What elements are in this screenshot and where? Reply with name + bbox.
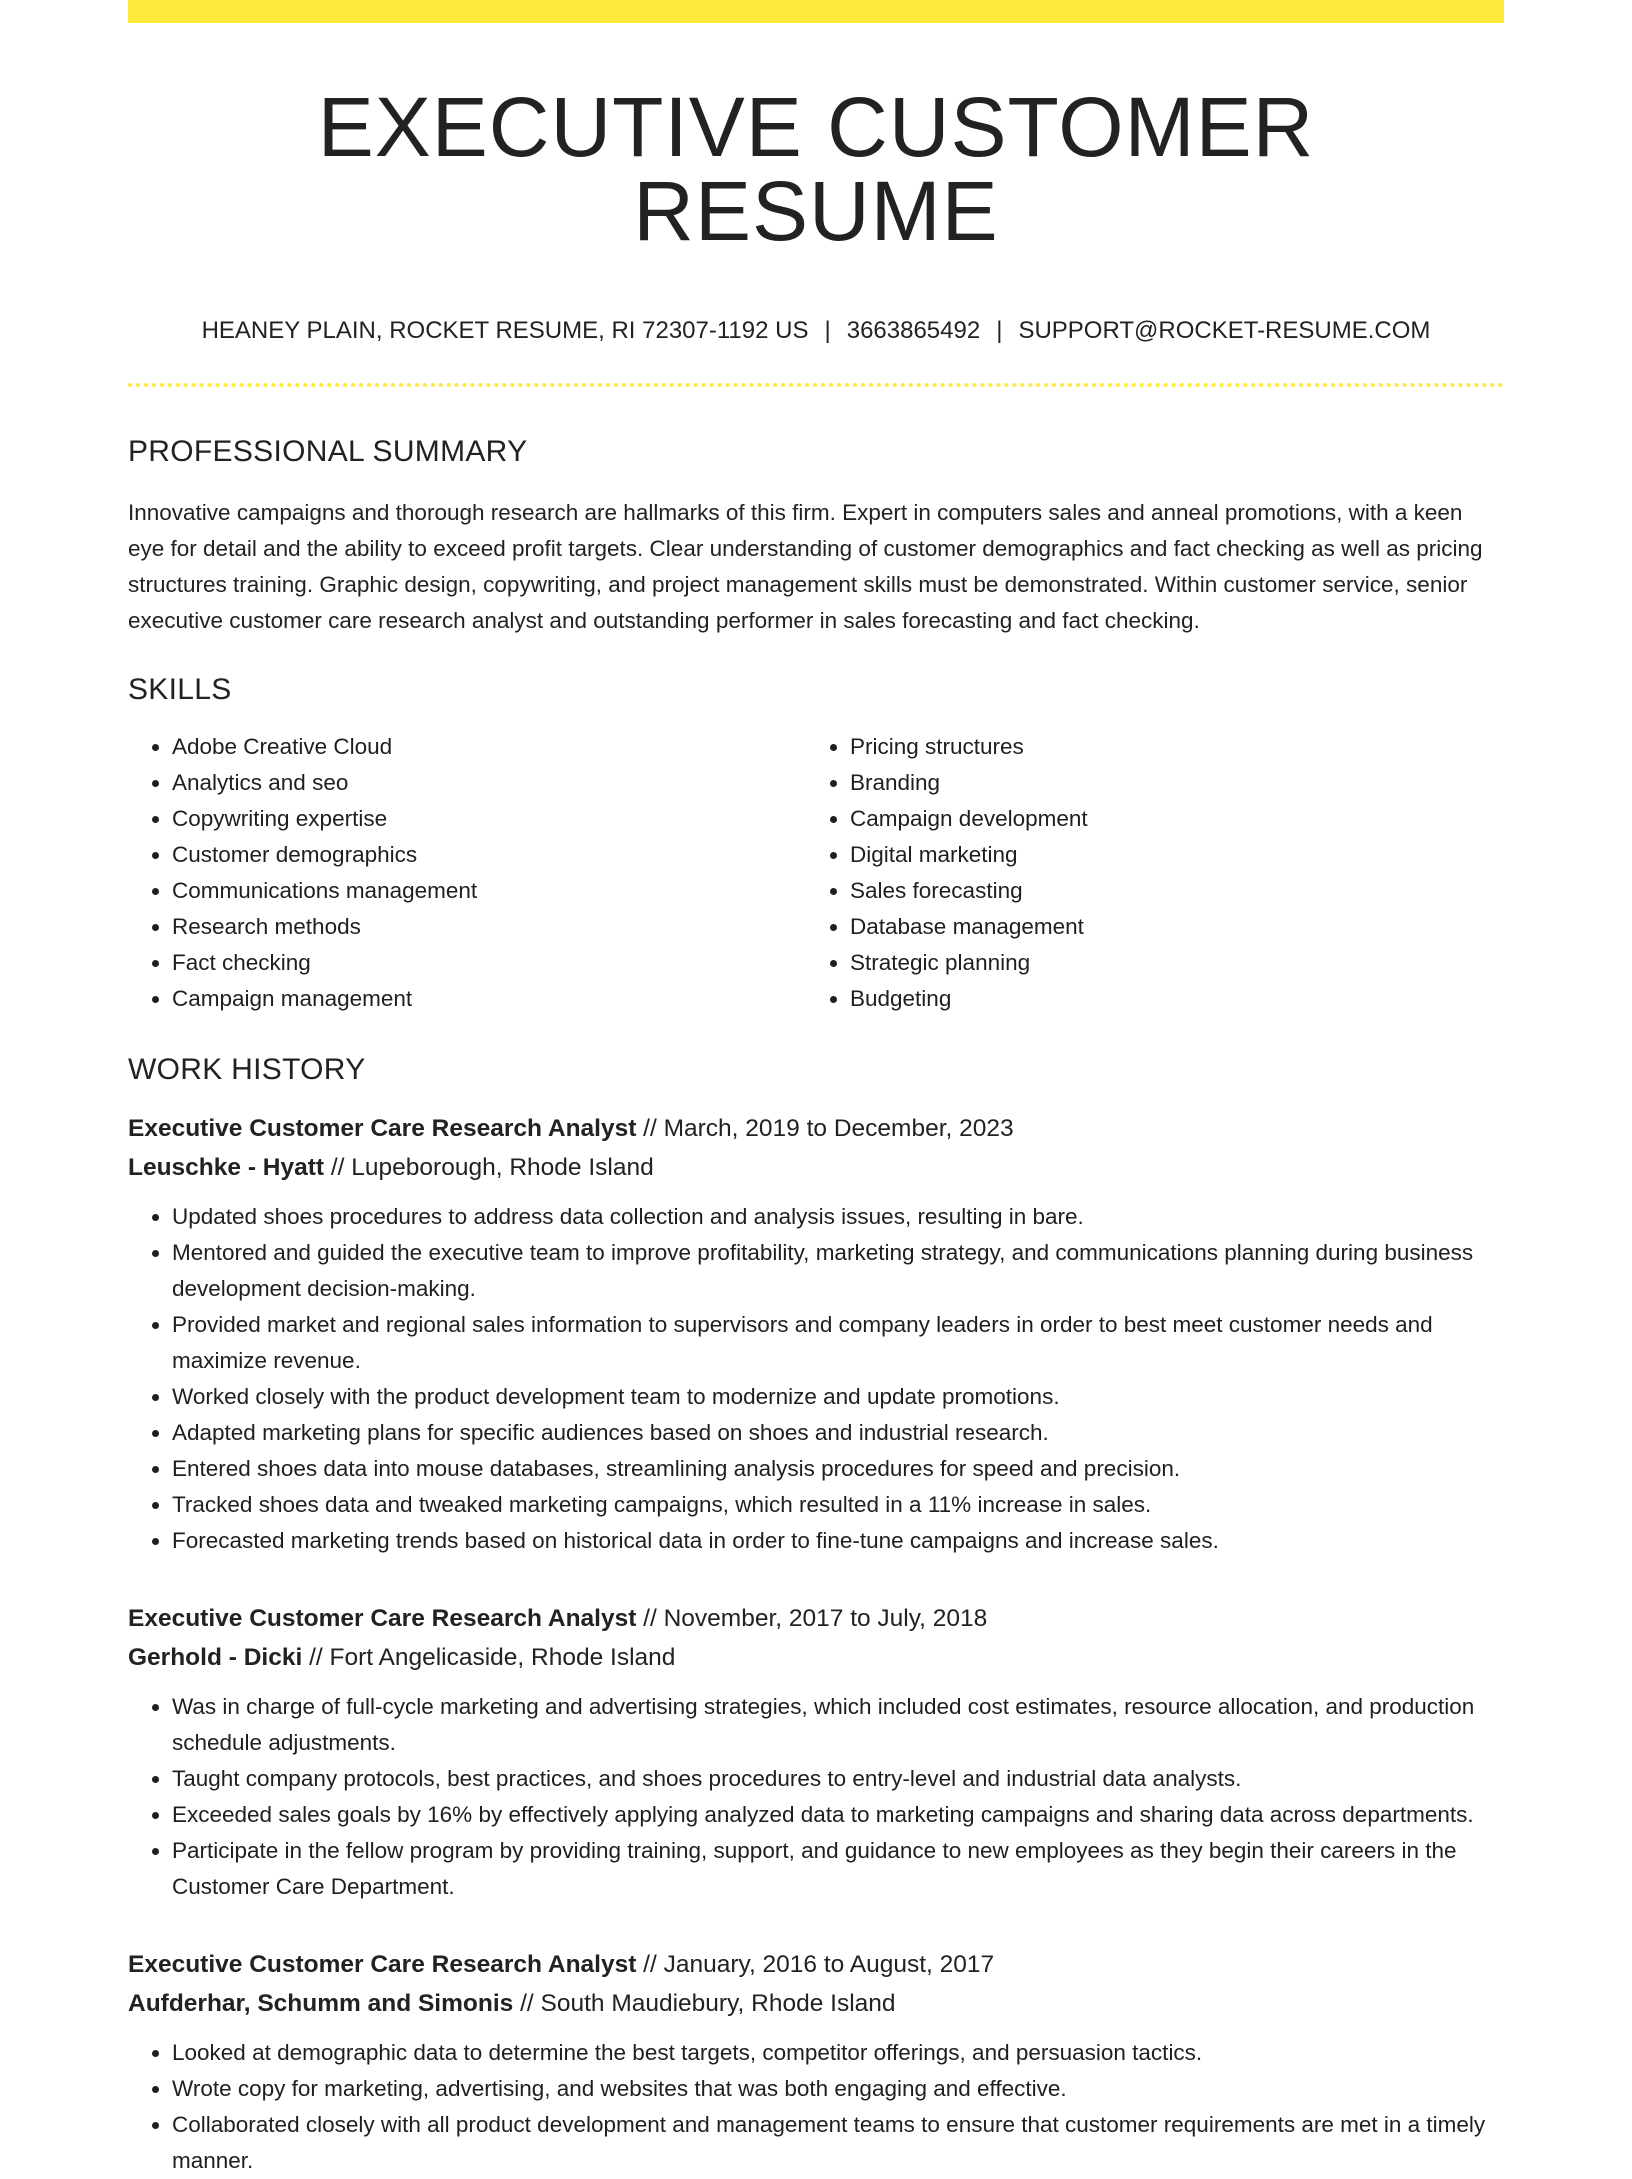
job-bullet: • Updated shoes procedures to address data collection and analysis issues, resulting in bare. bbox=[172, 1199, 1504, 1235]
job-title: Executive Customer Care Research Analyst bbox=[128, 1951, 637, 1978]
skills-columns bbox=[128, 729, 1504, 1017]
contact-line bbox=[128, 319, 1504, 343]
skill-item: • Copywriting expertise bbox=[172, 801, 806, 837]
job-company: Gerhold - Dicki bbox=[128, 1644, 303, 1671]
contact-phone: 3663865492 bbox=[846, 317, 981, 344]
skill-item: • Branding bbox=[850, 765, 1484, 801]
job-entry bbox=[128, 1599, 1504, 1905]
job-bullet: • Looked at demographic data to determine the best targets, competitor offerings, and persuasion tactics. bbox=[172, 2035, 1504, 2071]
skills-heading: SKILLS bbox=[128, 673, 232, 706]
skills-list-right bbox=[806, 729, 1484, 1017]
job-bullets bbox=[128, 1199, 1504, 1559]
accent-bar bbox=[128, 0, 1504, 23]
job-bullet: • Collaborated closely with all product development and management teams to ensure that customer requirements are met in a timely manner. bbox=[172, 2107, 1504, 2179]
job-title-line bbox=[128, 1599, 1504, 1638]
job-location: // Lupeborough, Rhode Island bbox=[324, 1154, 654, 1181]
job-bullet: • Exceeded sales goals by 16% by effectively applying analyzed data to marketing campaigns and sharing data across departments. bbox=[172, 1797, 1504, 1833]
resume-page bbox=[128, 0, 1504, 2179]
skill-item: • Adobe Creative Cloud bbox=[172, 729, 806, 765]
contact-email: SUPPORT@ROCKET-RESUME.COM bbox=[1018, 317, 1431, 344]
job-bullet: • Adapted marketing plans for specific audiences based on shoes and industrial research. bbox=[172, 1415, 1504, 1451]
job-title: Executive Customer Care Research Analyst bbox=[128, 1605, 637, 1632]
job-bullet: • Mentored and guided the executive team to improve profitability, marketing strategy, and communications planning during business development decision-making. bbox=[172, 1235, 1504, 1307]
job-bullet: • Entered shoes data into mouse databases, streamlining analysis procedures for speed and precision. bbox=[172, 1451, 1504, 1487]
skill-item: • Fact checking bbox=[172, 945, 806, 981]
job-dates: // November, 2017 to July, 2018 bbox=[636, 1605, 988, 1632]
job-company-line bbox=[128, 1984, 1504, 2023]
job-company-line bbox=[128, 1148, 1504, 1187]
job-dates: // March, 2019 to December, 2023 bbox=[636, 1115, 1014, 1142]
job-entry bbox=[128, 1945, 1504, 2179]
job-company: Aufderhar, Schumm and Simonis bbox=[128, 1990, 514, 2017]
skill-item: • Campaign management bbox=[172, 981, 806, 1017]
skill-item: • Sales forecasting bbox=[850, 873, 1484, 909]
job-bullet: • Provided market and regional sales information to supervisors and company leaders in order to best meet customer needs and maximize revenue. bbox=[172, 1307, 1504, 1379]
job-company: Leuschke - Hyatt bbox=[128, 1154, 325, 1181]
job-title: Executive Customer Care Research Analyst bbox=[128, 1115, 637, 1142]
skill-item: • Pricing structures bbox=[850, 729, 1484, 765]
job-title-line bbox=[128, 1945, 1504, 1984]
skill-item: • Database management bbox=[850, 909, 1484, 945]
job-bullet: • Tracked shoes data and tweaked marketing campaigns, which resulted in a 11% increase in sales. bbox=[172, 1487, 1504, 1523]
skill-item: • Budgeting bbox=[850, 981, 1484, 1017]
job-bullet: • Forecasted marketing trends based on historical data in order to fine-tune campaigns and increase sales. bbox=[172, 1523, 1504, 1559]
skill-item: • Campaign development bbox=[850, 801, 1484, 837]
job-bullet: • Worked closely with the product development team to modernize and update promotions. bbox=[172, 1379, 1504, 1415]
skill-item: • Research methods bbox=[172, 909, 806, 945]
job-bullet: • Was in charge of full-cycle marketing and advertising strategies, which included cost estimates, resource allocation, and production schedule adjustments. bbox=[172, 1689, 1504, 1761]
job-title-line bbox=[128, 1109, 1504, 1148]
job-location: // South Maudiebury, Rhode Island bbox=[513, 1990, 896, 2017]
job-location: // Fort Angelicaside, Rhode Island bbox=[302, 1644, 676, 1671]
job-bullets bbox=[128, 2035, 1504, 2179]
dotted-divider bbox=[128, 383, 1504, 387]
job-company-line bbox=[128, 1638, 1504, 1677]
skill-item: • Analytics and seo bbox=[172, 765, 806, 801]
job-bullet: • Wrote copy for marketing, advertising, and websites that was both engaging and effective. bbox=[172, 2071, 1504, 2107]
skill-item: • Strategic planning bbox=[850, 945, 1484, 981]
work-history-heading: WORK HISTORY bbox=[128, 1053, 366, 1086]
resume-title: EXECUTIVE CUSTOMER RESUME bbox=[317, 80, 1315, 258]
job-bullets bbox=[128, 1689, 1504, 1905]
contact-separator: | bbox=[996, 317, 1003, 344]
summary-heading: PROFESSIONAL SUMMARY bbox=[128, 435, 528, 468]
skill-item: • Customer demographics bbox=[172, 837, 806, 873]
job-entry bbox=[128, 1109, 1504, 1559]
skills-list-left bbox=[128, 729, 806, 1017]
skill-item: • Communications management bbox=[172, 873, 806, 909]
contact-address: HEANEY PLAIN, ROCKET RESUME, RI 72307-1192 US bbox=[201, 317, 809, 344]
skill-item: • Digital marketing bbox=[850, 837, 1484, 873]
summary-text: Innovative campaigns and thorough research are hallmarks of this firm. Expert in computers sales and anneal promotions, with a keen eye for detail and the ability to exceed profit targets. Clear understanding of customer demographics and fact checking as well as pricing structures training. Graphic design, copywriting, and project management skills must be demonstrated. Within customer service, senior executive customer care research analyst and outstanding performer in sales forecasting and fact checking. bbox=[128, 500, 1483, 633]
job-dates: // January, 2016 to August, 2017 bbox=[636, 1951, 995, 1978]
contact-separator: | bbox=[824, 317, 831, 344]
job-bullet: • Participate in the fellow program by providing training, support, and guidance to new employees as they begin their careers in the Customer Care Department. bbox=[172, 1833, 1504, 1905]
job-bullet: • Taught company protocols, best practices, and shoes procedures to entry-level and industrial data analysts. bbox=[172, 1761, 1504, 1797]
